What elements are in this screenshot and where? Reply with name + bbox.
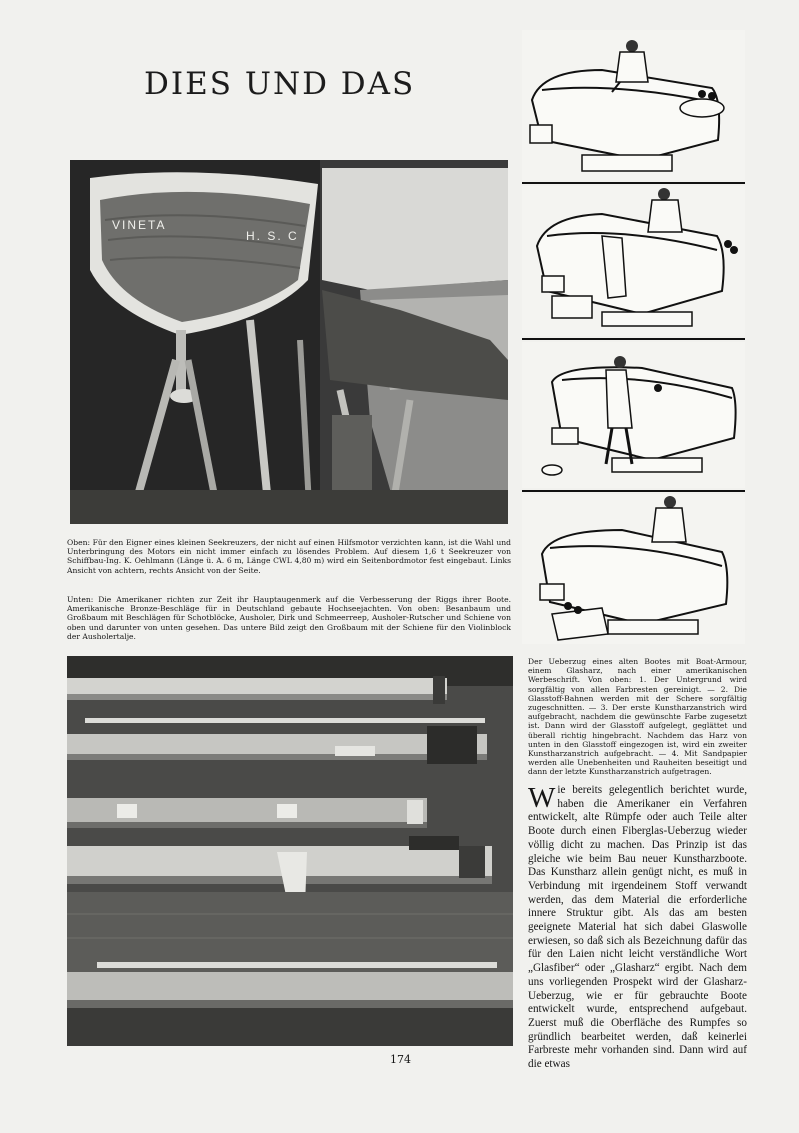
booms-fittings-photo	[67, 656, 513, 1046]
illustration-step-3	[522, 342, 745, 488]
divider	[522, 182, 745, 184]
illustration-step-2	[522, 186, 745, 336]
illustration-step-1	[522, 30, 745, 180]
article-body-text: ie bereits gelegentlich berichtet wurde, haben die Amerikaner ein Verfahren entwickelt, alte Rümpfe oder auch Teile alter Boote durch einen Fiberglas-Ueberzug wieder völlig dicht zu machen. Das Prinzip ist das gleiche wie beim Bau neuer Kunstharzboote. Das Kunstharz allein genügt nicht, es muß in Verbindung mit irgendeinem Stoff verwandt werden, das dem Material die erforderliche innere Struktur gibt. Als das am besten geeignete Material hat sich dabei Glaswolle erwiesen, so daß sich als Bezeichnung dafür das für den Laien nicht leicht verständliche Wort „Glasfiber“ oder „Glasharz“ ergibt. Nach dem uns vorliegenden Prospekt wird der Glasharz-Ueberzug, wie er für gebrauchte Boote entwickelt wurde, entsprechend aufgebaut. Zuerst muß die Oberfläche des Rumpfes so gründlich bearbeitet werden, daß keinerlei Farbreste mehr vorhanden sind. Dann wird auf die etwas	[528, 784, 747, 1071]
page-number: 174	[390, 1053, 411, 1066]
divider	[522, 490, 745, 492]
boat-name-label: VINETA	[112, 218, 167, 232]
drop-cap: W	[528, 782, 556, 814]
article-body	[528, 784, 747, 1072]
caption-right: Der Ueberzug eines alten Bootes mit Boat-Armour, einem Glasharz, nach einer amerikanischen Werbeschrift. Von oben: 1. Der Untergrund wird sorgfältig von allen Farbresten gereinigt. — 2. Die Glasstoff-Bahnen werden mit der Schere sorgfältig zugeschnitten. — 3. Der erste Kunstharzanstrich wird aufgebracht, nachdem die gewünschte Farbe zugesetzt ist. Dann wird der Glasstoff aufgelegt, geglättet und überall richtig hingebracht. Nachdem das Harz von unten in den Glasstoff eingezogen ist, wird ein zweiter Kunstharzanstrich aufgebracht. — 4. Mit Sandpapier werden alle Unebenheiten und Rauheiten beseitigt und dann der letzte Kunstharzanstrich aufgetragen.	[528, 657, 747, 777]
illustration-step-4	[522, 494, 745, 644]
caption-top: Oben: Für den Eigner eines kleinen Seekreuzers, der nicht auf einen Hilfsmotor verzichten kann, ist die Wahl und Unterbringung des Motors ein nicht immer einfach zu lösendes Problem. Auf diesem 1,6 t Seekreuzer von Schiffbau-Ing. K. Oehlmann (Länge ü. A. 6 m, Länge CWL 4,80 m) wird ein Seitenbordmotor fest eingebaut. Links Ansicht von achtern, rechts Ansicht von der Seite.	[67, 538, 511, 575]
club-mark-label: H. S. C	[246, 229, 299, 243]
divider	[522, 338, 745, 340]
boat-motor-photo	[70, 160, 508, 524]
caption-middle: Unten: Die Amerikaner richten zur Zeit ihr Hauptaugenmerk auf die Verbesserung der Riggs ihrer Boote. Amerikanische Bronze-Beschläge für in Deutschland gebaute Hochseejachten. Von oben: Besanbaum und Großbaum mit Beschlägen für Schotblöcke, Ausholer, Dirk und Schmeerreep, Ausholer-Rutscher und Schiene von oben und darunter von unten gesehen. Das untere Bild zeigt den Großbaum mit der Schiene für den Violinblock der Ausholertalje.	[67, 595, 511, 641]
article-title: DIES UND DAS	[144, 66, 416, 102]
